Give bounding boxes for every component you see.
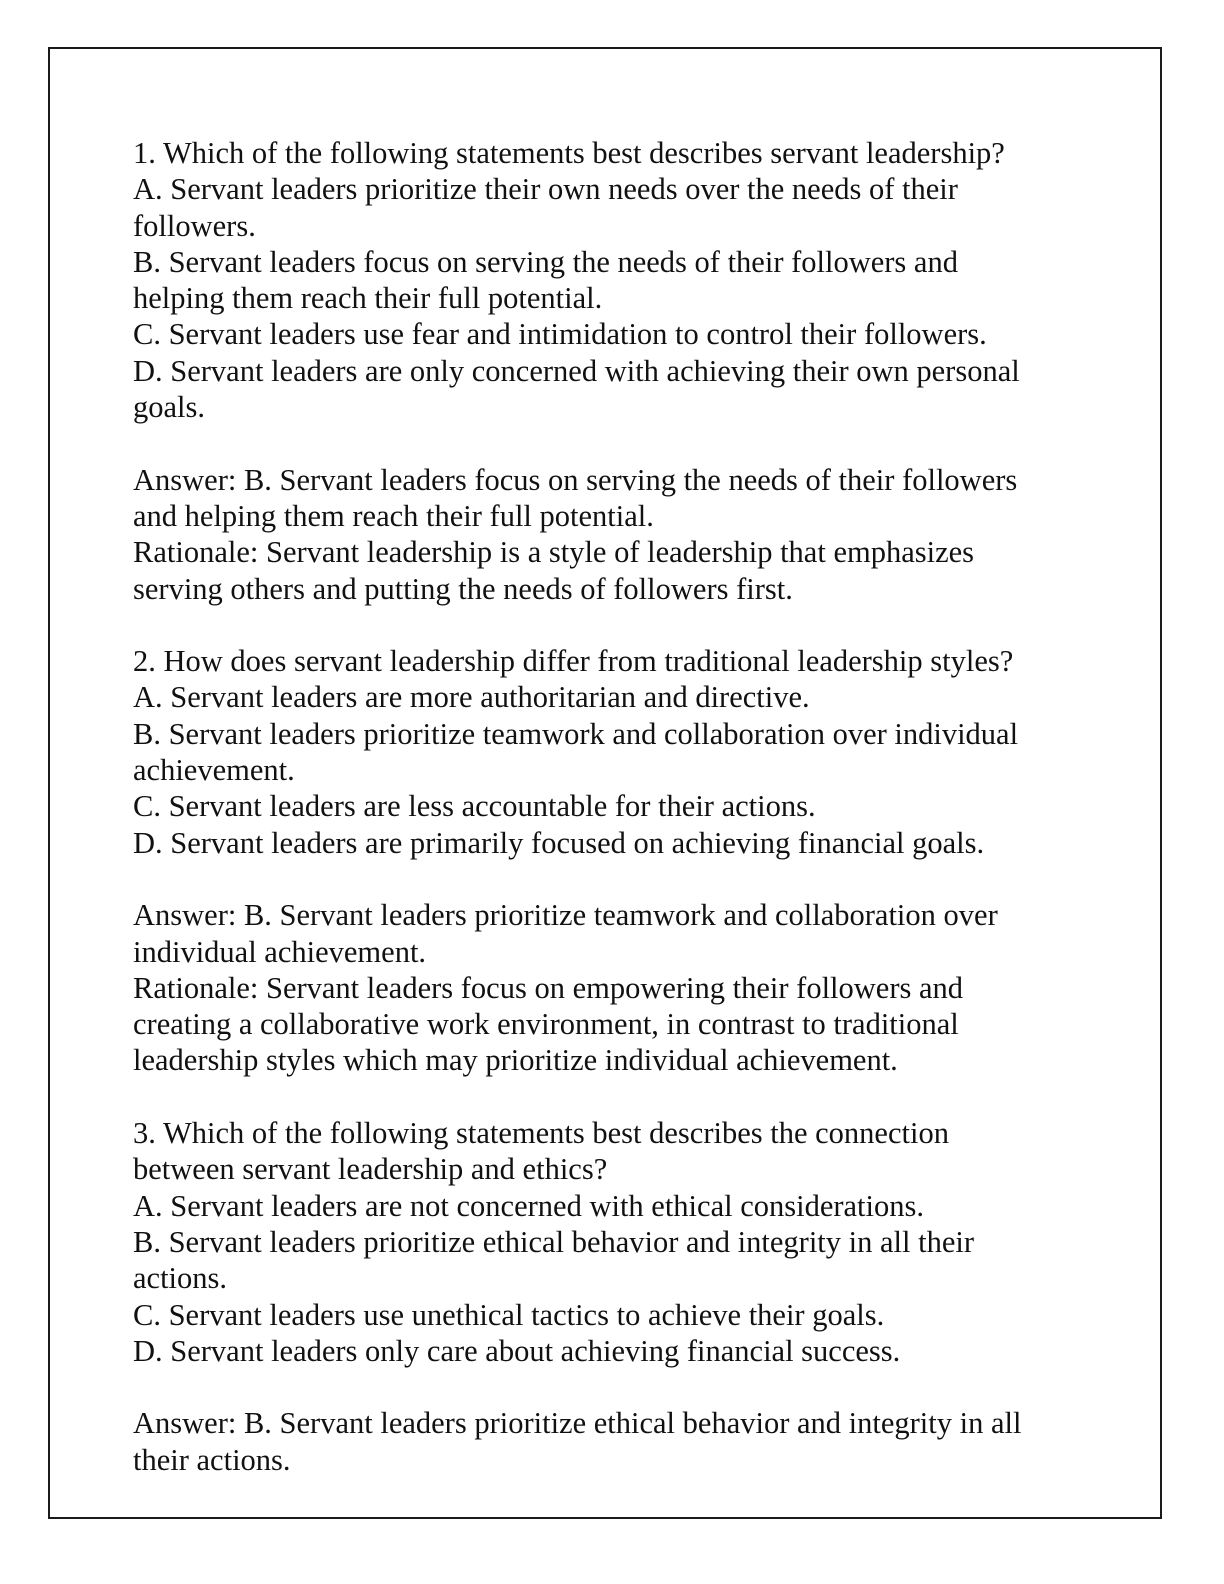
option-text: D. Servant leaders only care about achieving financial success. bbox=[133, 1333, 901, 1368]
option-text: achievement. bbox=[133, 753, 295, 788]
option-text: D. Servant leaders are only concerned with achieving their own personal bbox=[133, 353, 1020, 388]
rationale-text: serving others and putting the needs of followers first. bbox=[133, 571, 793, 606]
question-text: 3. Which of the following statements best describes the connection bbox=[133, 1116, 949, 1151]
option-text: helping them reach their full potential. bbox=[133, 281, 603, 316]
answer-text: Answer: B. Servant leaders focus on serving the needs of their followers bbox=[133, 462, 1018, 497]
option-text: A. Servant leaders are more authoritarian and directive. bbox=[133, 680, 810, 715]
rationale-text: creating a collaborative work environment, in contrast to traditional bbox=[133, 1007, 959, 1042]
answer-text: Answer: B. Servant leaders prioritize ethical behavior and integrity in all bbox=[133, 1406, 1022, 1441]
option-text: C. Servant leaders are less accountable for their actions. bbox=[133, 789, 816, 824]
document-content bbox=[133, 135, 1083, 1514]
question-block-1 bbox=[133, 135, 1083, 425]
option-text: C. Servant leaders use fear and intimidation to control their followers. bbox=[133, 317, 987, 352]
option-text: followers. bbox=[133, 208, 256, 243]
option-text: A. Servant leaders are not concerned with ethical considerations. bbox=[133, 1188, 925, 1223]
question-block-2 bbox=[133, 643, 1083, 861]
rationale-text: Rationale: Servant leaders focus on empowering their followers and bbox=[133, 970, 964, 1005]
question-block-3 bbox=[133, 1115, 1083, 1369]
answer-text: their actions. bbox=[133, 1442, 291, 1477]
option-text: D. Servant leaders are primarily focused on achieving financial goals. bbox=[133, 825, 985, 860]
option-text: B. Servant leaders focus on serving the needs of their followers and bbox=[133, 244, 958, 279]
option-text: C. Servant leaders use unethical tactics to achieve their goals. bbox=[133, 1297, 885, 1332]
answer-text: Answer: B. Servant leaders prioritize teamwork and collaboration over bbox=[133, 898, 998, 933]
answer-block-1 bbox=[133, 462, 1083, 607]
option-text: B. Servant leaders prioritize ethical behavior and integrity in all their bbox=[133, 1224, 974, 1259]
answer-block-2 bbox=[133, 897, 1083, 1078]
question-text: 1. Which of the following statements best describes servant leadership? bbox=[133, 136, 1005, 170]
option-text: B. Servant leaders prioritize teamwork and collaboration over individual bbox=[133, 716, 1019, 751]
question-text: between servant leadership and ethics? bbox=[133, 1152, 608, 1187]
question-text: 2. How does servant leadership differ from traditional leadership styles? bbox=[133, 644, 1014, 679]
answer-block-3 bbox=[133, 1405, 1083, 1478]
rationale-text: leadership styles which may prioritize individual achievement. bbox=[133, 1043, 898, 1078]
option-text: A. Servant leaders prioritize their own needs over the needs of their bbox=[133, 172, 958, 207]
option-text: actions. bbox=[133, 1261, 228, 1296]
answer-text: and helping them reach their full potential. bbox=[133, 498, 654, 533]
answer-text: individual achievement. bbox=[133, 934, 427, 969]
rationale-text: Rationale: Servant leadership is a style of leadership that emphasizes bbox=[133, 535, 975, 570]
option-text: goals. bbox=[133, 390, 206, 425]
